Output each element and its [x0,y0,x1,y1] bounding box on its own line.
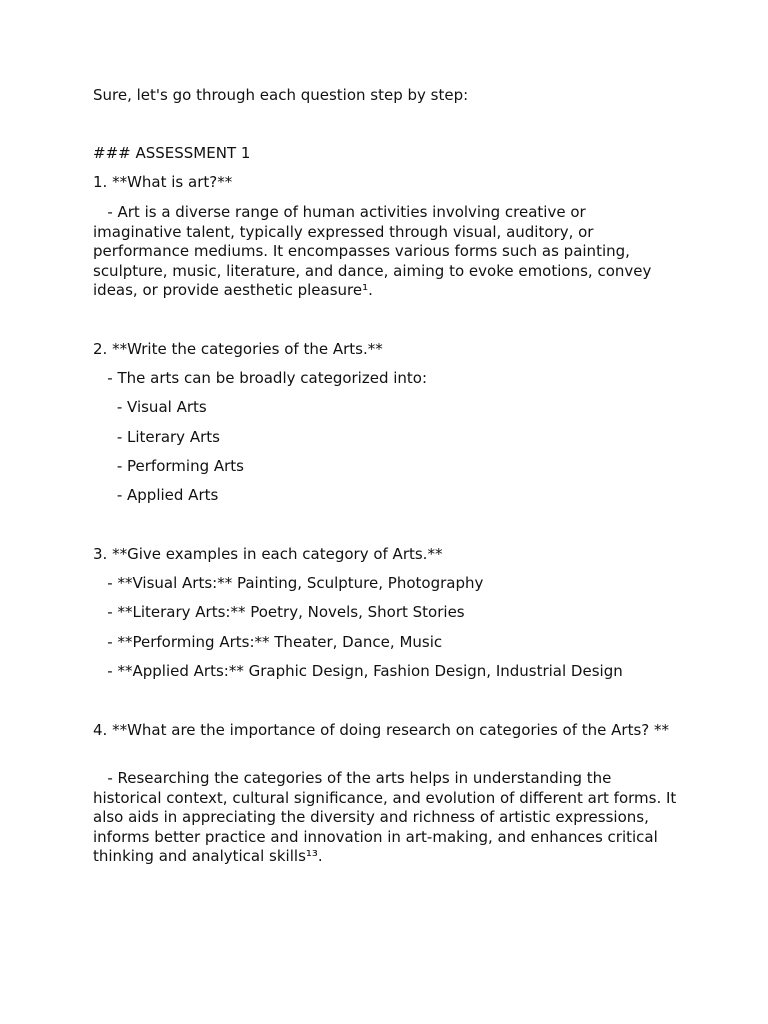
answer-1: - Art is a diverse range of human activities involving creative or imaginative talent, typically expressed through visual, auditory, or performance mediums. It encompasses various forms such as painting, sculpture, music, literature, and dance, aiming to evoke emotions, convey ideas, or provide aesthetic pleasure¹. [93,203,657,299]
assessment-heading: ### ASSESSMENT 1 [93,144,251,162]
question-2: 2. **Write the categories of the Arts.** [93,340,383,358]
example-item: - **Literary Arts:** Poetry, Novels, Short Stories [93,603,465,621]
question-1: 1. **What is art?** [93,173,233,191]
category-item: - Performing Arts [93,457,244,475]
question-4: 4. **What are the importance of doing research on categories of the Arts? ** [93,721,669,739]
answer-2-lead: - The arts can be broadly categorized into: [93,369,428,387]
example-item: - **Applied Arts:** Graphic Design, Fashion Design, Industrial Design [93,662,623,680]
category-item: - Visual Arts [93,398,207,416]
category-item: - Literary Arts [93,428,220,446]
example-item: - **Visual Arts:** Painting, Sculpture, Photography [93,574,484,592]
category-item: - Applied Arts [93,486,219,504]
intro-text: Sure, let's go through each question step by step: [93,86,469,104]
answer-4: - Researching the categories of the arts helps in understanding the historical context, cultural significance, and evolution of different art forms. It also aids in appreciating the diversity and richness of artistic expressions, informs better practice and innovation in art-making, and enhances critical thinking and analytical skills¹³. [93,769,682,865]
question-3: 3. **Give examples in each category of Arts.** [93,545,443,563]
example-item: - **Performing Arts:** Theater, Dance, Music [93,633,443,651]
